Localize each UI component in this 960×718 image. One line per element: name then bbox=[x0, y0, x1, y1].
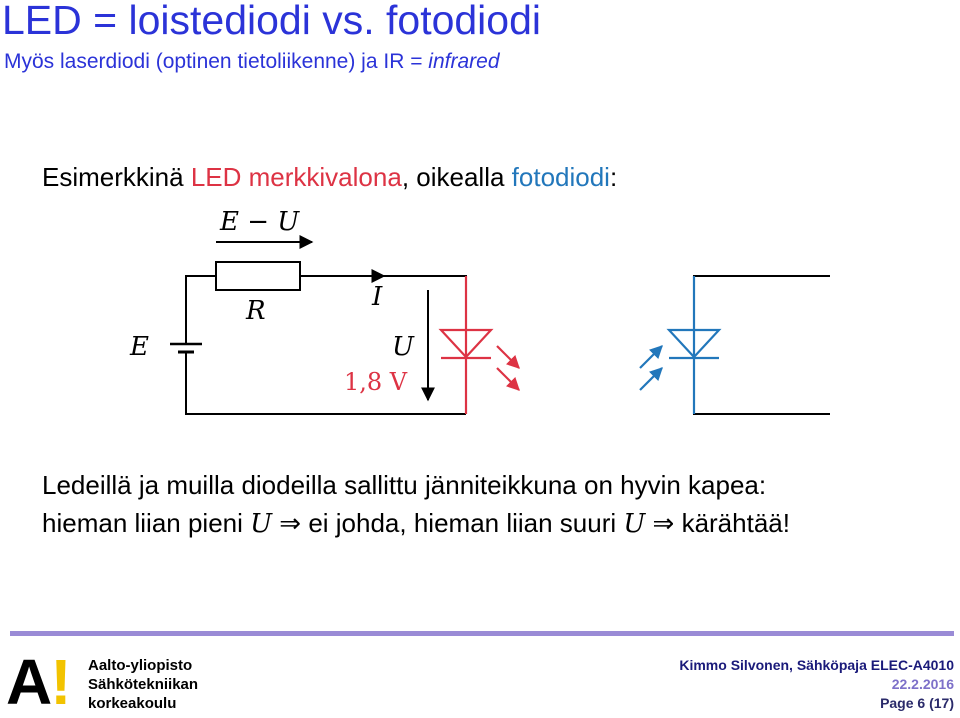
aalto-logo-exclamation: ! bbox=[50, 646, 70, 718]
wire-left-top bbox=[186, 276, 216, 344]
intro-photodiode-term: fotodiodi bbox=[511, 162, 610, 192]
body-line-2-part-a: hieman liian pieni bbox=[42, 508, 251, 538]
resistor-symbol bbox=[216, 262, 300, 290]
label-voltage-value: 1,8 V bbox=[344, 368, 408, 396]
footer-date: 22.2.2016 bbox=[891, 676, 954, 692]
intro-led-term: LED merkkivalona bbox=[190, 162, 402, 192]
label-e-minus-u: E − U bbox=[220, 207, 300, 237]
subtitle-text: Myös laserdiodi (optinen tietoliikenne) ja IR = bbox=[4, 50, 429, 73]
page-number: Page 6 (17) bbox=[880, 695, 954, 711]
photodiode-symbol bbox=[640, 276, 719, 414]
photodiode-light-arrow-2 bbox=[640, 368, 662, 390]
body-line-1: Ledeillä ja muilla diodeilla sallittu jänniteikkuna on hyvin kapea: bbox=[42, 470, 767, 500]
implies-arrow-1: ⇒ bbox=[279, 509, 302, 539]
led-symbol bbox=[441, 276, 519, 414]
body-text bbox=[42, 466, 790, 543]
subtitle-italic: infrared bbox=[428, 50, 500, 73]
institution-line-2: Sähkötekniikan bbox=[88, 676, 199, 693]
implies-arrow-2: ⇒ bbox=[652, 509, 675, 539]
led-emission-arrow-1 bbox=[497, 346, 519, 368]
label-i: I bbox=[372, 282, 383, 312]
footer-author: Kimmo Silvonen, Sähköpaja ELEC-A4010 bbox=[679, 657, 954, 673]
body-line-2 bbox=[42, 504, 790, 543]
institution-line-3: korkeakoulu bbox=[88, 695, 177, 712]
intro-prefix: Esimerkkinä bbox=[42, 162, 191, 192]
institution-line-1: Aalto-yliopisto bbox=[88, 657, 193, 674]
intro-mid: , oikealla bbox=[401, 162, 512, 192]
footer-divider bbox=[10, 631, 954, 636]
symbol-u-1: U bbox=[250, 509, 273, 539]
photodiode-light-arrow-1 bbox=[640, 346, 662, 368]
led-emission-arrow-2 bbox=[497, 368, 519, 390]
aalto-logo-letter: A bbox=[6, 646, 51, 718]
institution-name bbox=[88, 656, 198, 713]
led-circuit bbox=[129, 207, 466, 414]
photodiode-circuit bbox=[694, 276, 830, 414]
symbol-u-2: U bbox=[623, 509, 646, 539]
aalto-logo bbox=[6, 646, 70, 718]
body-line-2-part-b: ei johda, hieman liian suuri bbox=[301, 508, 624, 538]
footer-info bbox=[679, 656, 954, 713]
photodiode-wires bbox=[694, 276, 830, 414]
label-e: E bbox=[130, 332, 149, 362]
body-line-2-part-c: kärähtää! bbox=[674, 508, 790, 538]
label-u: U bbox=[392, 332, 414, 362]
slide-title: LED = loistediodi vs. fotodiodi bbox=[2, 0, 542, 43]
label-r: R bbox=[246, 296, 266, 326]
intro-suffix: : bbox=[609, 162, 618, 192]
wire-bottom bbox=[186, 352, 466, 414]
